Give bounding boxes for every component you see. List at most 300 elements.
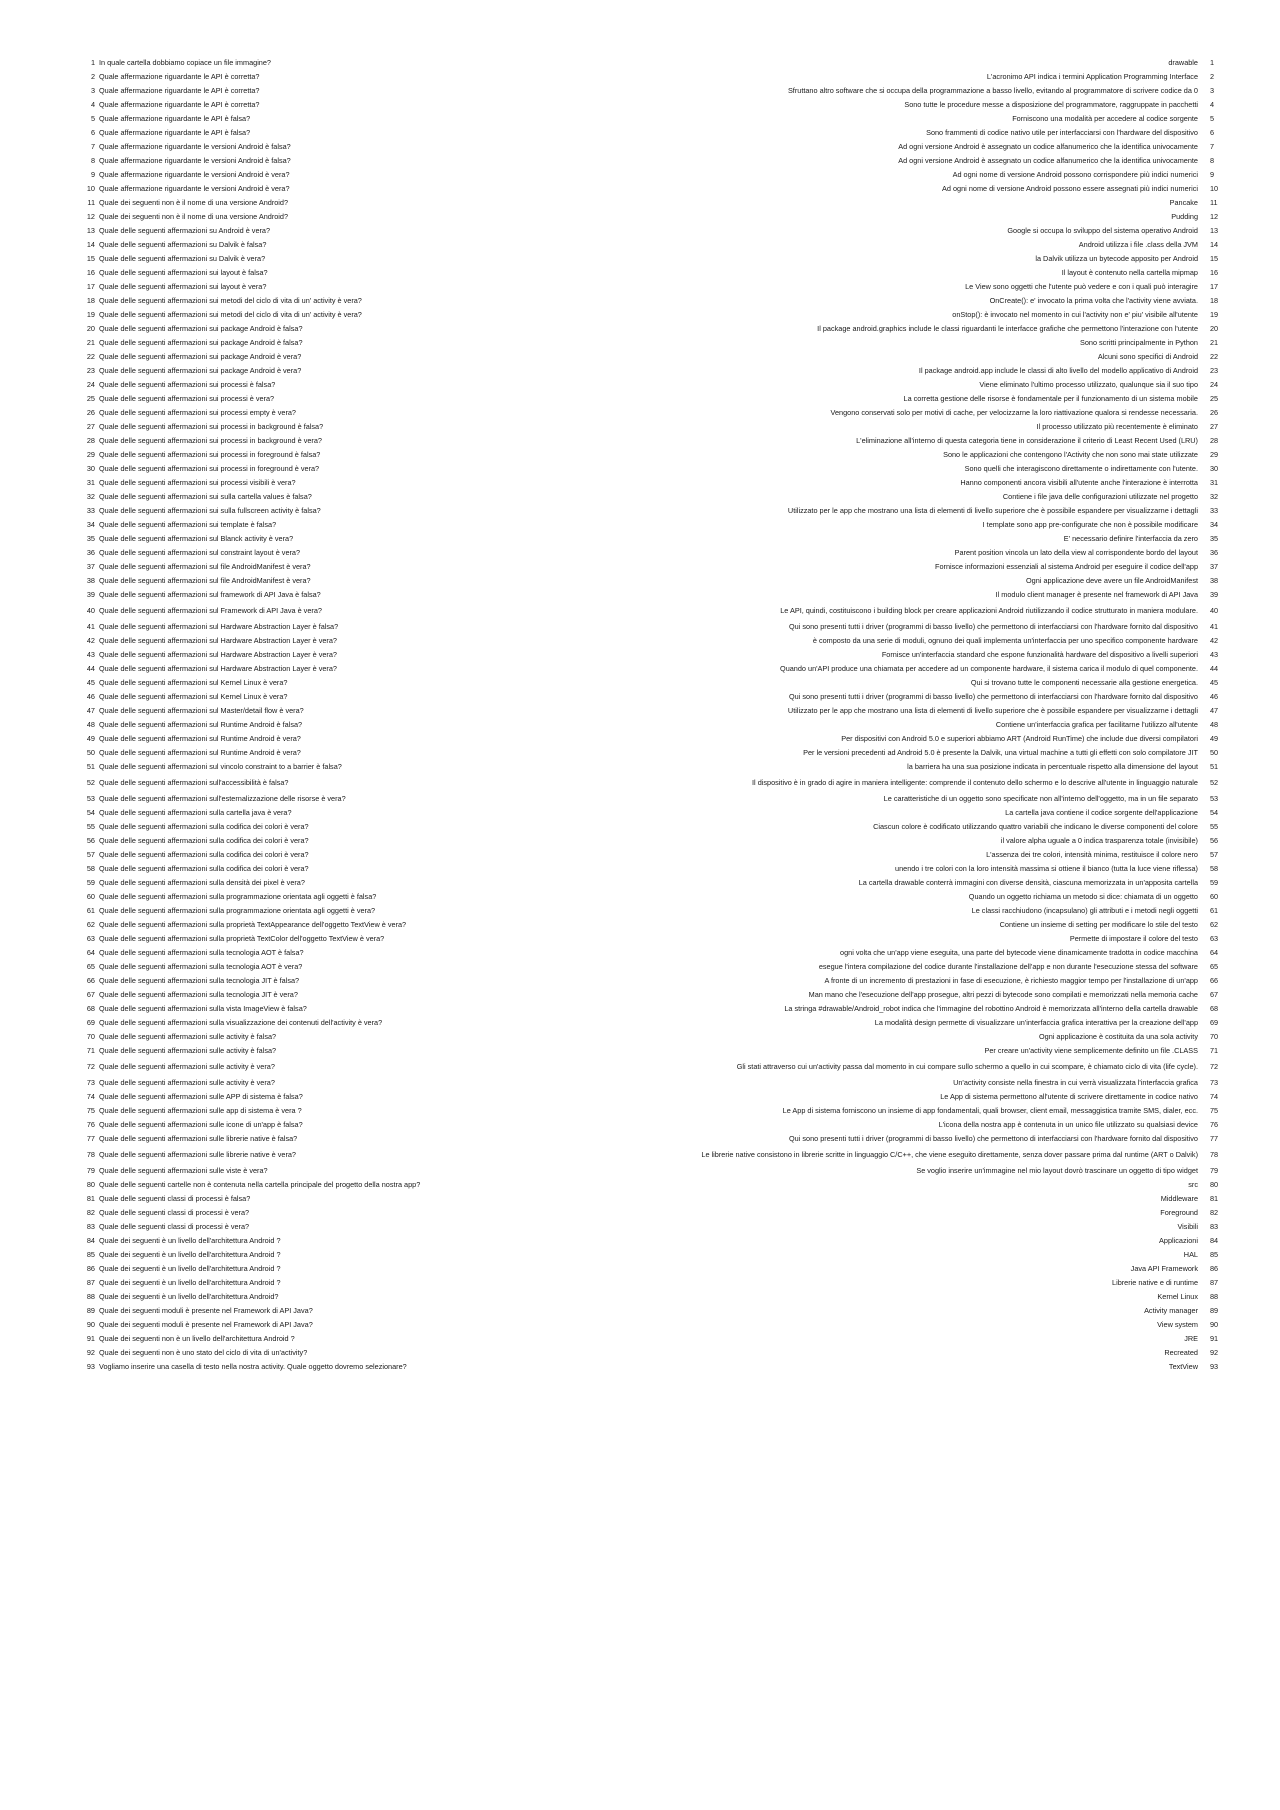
table-row [0,70,1280,84]
table-row [0,322,1280,336]
question-cell: Quale affermazione riguardante le API è corretta? [99,100,260,109]
row-number-left: 11 [87,198,95,207]
answer-cell: La cartella drawable conterrà immagini con diverse densità, ciascuna memorizzata in un'apposita cartella [858,878,1198,887]
question-cell: Quale delle seguenti affermazioni sui package Android è vera? [99,366,302,375]
question-cell: Vogliamo inserire una casella di testo nella nostra activity. Quale oggetto dovremo selezionare? [99,1362,407,1371]
table-row [0,1058,1280,1076]
question-cell: Quale delle seguenti affermazioni sul Blanck activity è vera? [99,534,294,543]
answer-cell: Sono tutte le procedure messe a disposizione del programmatore, raggruppate in pacchetti [904,100,1198,109]
answer-cell: Hanno componenti ancora visibili all'utente anche l'interazione è interrotta [960,478,1198,487]
question-cell: Quale delle seguenti affermazioni sui package Android è falsa? [99,338,303,347]
row-number-left: 57 [86,850,95,859]
question-cell: Quale delle seguenti affermazioni sul file AndroidManifest è vera? [99,576,311,585]
row-number-left: 69 [86,1018,95,1027]
answer-cell: Gli stati attraverso cui un'activity passa dal momento in cui compare sullo schermo a quello in cui scompare, è chiamato ciclo di vita (life cycle). [736,1062,1198,1071]
table-row [0,280,1280,294]
table-row [0,1132,1280,1146]
answer-cell: Kernel Linux [1157,1292,1198,1301]
table-row [0,890,1280,904]
row-number-left: 60 [86,892,95,901]
row-number-left: 87 [86,1278,95,1287]
row-number-right: 67 [1210,990,1219,999]
answer-cell: Utilizzato per le app che mostrano una lista di elementi di livello superiore che è possibile espandere per visualizzarne i dettagli [787,706,1198,715]
table-row [0,546,1280,560]
question-cell: Quale delle seguenti affermazioni sulle icone di un'app è falsa? [99,1120,303,1129]
question-cell: Quale delle seguenti affermazioni sul Master/detail flow è vera? [99,706,304,715]
answer-cell: L'icona della nostra app è contenuta in un unico file utilizzato su qualsiasi device [938,1120,1198,1129]
table-row [0,876,1280,890]
row-number-left: 34 [86,520,95,529]
answer-cell: Le API, quindi, costituiscono i building block per creare applicazioni Android riutilizzando il codice strutturato in maniera modulare. [780,606,1198,615]
answer-cell: Qui si trovano tutte le componenti necessarie alla gestione energetica. [970,678,1198,687]
row-number-left: 7 [90,142,95,151]
row-number-left: 41 [86,622,95,631]
row-number-right: 30 [1210,464,1219,473]
row-number-left: 70 [86,1032,95,1041]
row-number-left: 4 [90,100,95,109]
table-row [0,1146,1280,1164]
row-number-right: 10 [1210,184,1219,193]
answer-cell: Ad ogni versione Android è assegnato un codice alfanumerico che la identifica univocamente [898,156,1198,165]
question-cell: Quale delle seguenti affermazioni sulla proprietà TextAppearance dell'oggetto TextView è vera? [99,920,407,929]
question-cell: Quale delle seguenti affermazioni sull'esternalizzazione delle risorse è vera? [99,794,346,803]
table-row [0,1234,1280,1248]
answer-cell: Pancake [1169,198,1198,207]
table-row [0,364,1280,378]
answer-cell: Qui sono presenti tutti i driver (programmi di basso livello) che permettono di interfacciarsi con l'hardware fornito dal dispositivo [789,622,1198,631]
table-row [0,1104,1280,1118]
table-row [0,1332,1280,1346]
row-number-left: 32 [86,492,95,501]
answer-cell: Il package android.app include le classi di alto livello del modello applicativo di Android [918,366,1198,375]
question-cell: Quale dei seguenti è un livello dell'architettura Android ? [99,1278,281,1287]
question-cell: Quale affermazione riguardante le API è falsa? [99,114,251,123]
row-number-left: 64 [86,948,95,957]
question-cell: Quale delle seguenti affermazioni sulla programmazione orientata agli oggetti è falsa? [99,892,377,901]
answer-cell: Parent position vincola un lato della view al corrispondente bordo del layout [954,548,1198,557]
row-number-left: 72 [86,1062,95,1071]
answer-cell: Le classi racchiudono (incapsulano) gli attributi e i metodi negli oggetti [971,906,1198,915]
table-row [0,732,1280,746]
answer-cell: La corretta gestione delle risorse è fondamentale per il funzionamento di un sistema mobile [903,394,1198,403]
table-row [0,932,1280,946]
question-cell: Quale delle seguenti affermazioni sui metodi del ciclo di vita di un' activity è vera? [99,310,362,319]
row-number-right: 33 [1210,506,1219,515]
row-number-right: 88 [1210,1292,1219,1301]
answer-cell: Google si occupa lo sviluppo del sistema operativo Android [1007,226,1198,235]
table-row [0,806,1280,820]
row-number-right: 75 [1210,1106,1219,1115]
answer-cell: la barriera ha una sua posizione indicata in percentuale rispetto alla dimensione del layout [907,762,1198,771]
table-row [0,1164,1280,1178]
table-row [0,196,1280,210]
row-number-left: 49 [86,734,95,743]
row-number-left: 52 [86,778,95,787]
table-row [0,690,1280,704]
spreadsheet [0,56,1280,1374]
row-number-right: 62 [1210,920,1219,929]
row-number-right: 59 [1210,878,1219,887]
row-number-right: 87 [1210,1278,1219,1287]
row-number-right: 68 [1210,1004,1219,1013]
row-number-left: 92 [86,1348,95,1357]
row-number-left: 36 [86,548,95,557]
question-cell: Quale delle seguenti affermazioni sul Hardware Abstraction Layer è vera? [99,664,337,673]
row-number-right: 39 [1210,590,1219,599]
row-number-right: 3 [1210,86,1215,95]
row-number-left: 20 [86,324,95,333]
row-number-right: 72 [1210,1062,1219,1071]
row-number-right: 82 [1210,1208,1219,1217]
question-cell: In quale cartella dobbiamo copiace un file immagine? [99,58,271,67]
table-row [0,154,1280,168]
table-row [0,126,1280,140]
row-number-right: 15 [1210,254,1219,263]
row-number-left: 89 [86,1306,95,1315]
row-number-right: 38 [1210,576,1219,585]
row-number-right: 23 [1210,366,1219,375]
row-number-left: 56 [86,836,95,845]
row-number-right: 36 [1210,548,1219,557]
table-row [0,1192,1280,1206]
row-number-left: 25 [86,394,95,403]
question-cell: Quale delle seguenti affermazioni sul Kernel Linux è vera? [99,692,288,701]
table-row [0,1002,1280,1016]
answer-cell: unendo i tre colori con la loro intensità massima si ottiene il bianco (tutta la luce viene riflessa) [895,864,1198,873]
question-cell: Quale delle seguenti cartelle non è contenuta nella cartella principale del progetto della nostra app? [99,1180,421,1189]
question-cell: Quale dei seguenti moduli è presente nel Framework di API Java? [99,1320,313,1329]
answer-cell: Alcuni sono specifici di Android [1097,352,1198,361]
table-row [0,974,1280,988]
table-row [0,820,1280,834]
row-number-left: 82 [86,1208,95,1217]
row-number-left: 43 [86,650,95,659]
question-cell: Quale delle seguenti classi di processi è vera? [99,1222,250,1231]
row-number-left: 5 [90,114,95,123]
table-row [0,224,1280,238]
question-cell: Quale delle seguenti affermazioni sui package Android è vera? [99,352,302,361]
question-cell: Quale dei seguenti è un livello dell'architettura Android ? [99,1236,281,1245]
table-row [0,634,1280,648]
question-cell: Quale delle seguenti affermazioni sulla codifica dei colori è vera? [99,836,309,845]
question-cell: Quale delle seguenti affermazioni sul Runtime Android è falsa? [99,720,303,729]
table-row [0,620,1280,634]
row-number-left: 13 [86,226,95,235]
row-number-left: 91 [86,1334,95,1343]
question-cell: Quale delle seguenti affermazioni sui package Android è falsa? [99,324,303,333]
row-number-left: 29 [86,450,95,459]
row-number-right: 6 [1210,128,1215,137]
row-number-right: 54 [1210,808,1219,817]
question-cell: Quale delle seguenti affermazioni sulle viste è vera? [99,1166,268,1175]
question-cell: Quale delle seguenti affermazioni sulle librerie native è vera? [99,1150,296,1159]
question-cell: Quale dei seguenti è un livello dell'architettura Android ? [99,1264,281,1273]
question-cell: Quale affermazione riguardante le API è corretta? [99,72,260,81]
question-cell: Quale dei seguenti è un livello dell'architettura Android? [99,1292,279,1301]
answer-cell: HAL [1183,1250,1198,1259]
row-number-left: 16 [86,268,95,277]
question-cell: Quale delle seguenti affermazioni sui metodi del ciclo di vita di un' activity è vera? [99,296,362,305]
row-number-left: 53 [86,794,95,803]
question-cell: Quale affermazione riguardante le API è corretta? [99,86,260,95]
question-cell: Quale affermazione riguardante le versioni Android è vera? [99,170,290,179]
table-row [0,98,1280,112]
row-number-left: 3 [90,86,95,95]
question-cell: Quale delle seguenti affermazioni sulle librerie native è falsa? [99,1134,298,1143]
answer-cell: Ogni applicazione deve avere un file AndroidManifest [1026,576,1198,585]
row-number-right: 12 [1210,212,1219,221]
answer-cell: Ad ogni versione Android è assegnato un codice alfanumerico che la identifica univocamente [898,142,1198,151]
row-number-right: 60 [1210,892,1219,901]
table-row [0,252,1280,266]
answer-cell: Sfruttano altro software che si occupa della programmazione a basso livello, evitando al programmatore di scrivere codice da 0 [787,86,1198,95]
answer-cell: L'acronimo API indica i termini Application Programming Interface [986,72,1198,81]
question-cell: Quale dei seguenti non è il nome di una versione Android? [99,212,289,221]
row-number-right: 45 [1210,678,1219,687]
row-number-right: 13 [1210,226,1219,235]
table-row [0,378,1280,392]
row-number-right: 81 [1210,1194,1219,1203]
question-cell: Quale delle seguenti affermazioni sul vincolo constraint to a barrier è falsa? [99,762,342,771]
answer-cell: Un'activity consiste nella finestra in cui verrà visualizzata l'interfaccia grafica [953,1078,1198,1087]
row-number-right: 71 [1210,1046,1219,1055]
question-cell: Quale delle seguenti affermazioni sulle app di sistema è vera ? [99,1106,302,1115]
question-cell: Quale delle seguenti affermazioni sulla vista ImageView è falsa? [99,1004,307,1013]
row-number-left: 44 [86,664,95,673]
question-cell: Quale delle seguenti affermazioni sui processi è vera? [99,394,275,403]
row-number-left: 22 [86,352,95,361]
row-number-right: 26 [1210,408,1219,417]
answer-cell: Middleware [1160,1194,1198,1203]
question-cell: Quale delle seguenti affermazioni sulla tecnologia AOT è vera? [99,962,303,971]
row-number-right: 7 [1210,142,1215,151]
answer-cell: Vengono conservati solo per motivi di cache, per velocizzarne la loro riattivazione qualora si rendesse necessaria. [830,408,1198,417]
answer-cell: Librerie native e di runtime [1112,1278,1198,1287]
row-number-left: 2 [90,72,95,81]
table-row [0,760,1280,774]
table-row [0,988,1280,1002]
answer-cell: la Dalvik utilizza un bytecode apposito per Android [1035,254,1198,263]
row-number-right: 1 [1210,58,1215,67]
row-number-right: 27 [1210,422,1219,431]
row-number-left: 80 [86,1180,95,1189]
table-row [0,1076,1280,1090]
question-cell: Quale delle seguenti affermazioni sulla programmazione orientata agli oggetti è vera? [99,906,376,915]
row-number-left: 83 [86,1222,95,1231]
row-number-right: 17 [1210,282,1219,291]
question-cell: Quale dei seguenti non è uno stato del ciclo di vita di un'activity? [99,1348,308,1357]
question-cell: Quale dei seguenti moduli è presente nel Framework di API Java? [99,1306,313,1315]
row-number-left: 73 [86,1078,95,1087]
question-cell: Quale delle seguenti affermazioni sul framework di API Java è falsa? [99,590,321,599]
answer-cell: TextView [1168,1362,1198,1371]
row-number-left: 19 [86,310,95,319]
answer-cell: La stringa #drawable/Android_robot indica che l'immagine del robottino Android è memorizzata all'interno della cartella drawable [784,1004,1198,1013]
table-row [0,1016,1280,1030]
question-cell: Quale affermazione riguardante le versioni Android è falsa? [99,142,291,151]
answer-cell: Il package android.graphics include le classi riguardanti le interfacce grafiche che permettono l'interazione con l'utente [817,324,1198,333]
row-number-left: 86 [86,1264,95,1273]
row-number-right: 40 [1210,606,1219,615]
row-number-left: 42 [86,636,95,645]
row-number-right: 47 [1210,706,1219,715]
question-cell: Quale delle seguenti affermazioni sui layout è falsa? [99,268,268,277]
row-number-left: 61 [86,906,95,915]
row-number-left: 30 [86,464,95,473]
table-row [0,1276,1280,1290]
row-number-left: 71 [86,1046,95,1055]
question-cell: Quale delle seguenti affermazioni sulla densità dei pixel è vera? [99,878,305,887]
row-number-right: 92 [1210,1348,1219,1357]
question-cell: Quale delle seguenti affermazioni sul Runtime Android è vera? [99,734,301,743]
row-number-right: 22 [1210,352,1219,361]
answer-cell: Quando un oggetto richiama un metodo si dice: chiamata di un oggetto [968,892,1198,901]
table-row [0,1360,1280,1374]
row-number-left: 62 [86,920,95,929]
table-row [0,350,1280,364]
row-number-left: 15 [86,254,95,263]
question-cell: Quale delle seguenti affermazioni sulle activity è falsa? [99,1032,277,1041]
row-number-left: 78 [86,1150,95,1159]
answer-cell: Le App di sistema forniscono un insieme di app fondamentali, quali browser, client email, messaggistica tramite SMS, dialer, ecc. [782,1106,1198,1115]
row-number-right: 25 [1210,394,1219,403]
row-number-right: 43 [1210,650,1219,659]
answer-cell: Il processo utilizzato più recentemente è eliminato [1036,422,1198,431]
row-number-right: 69 [1210,1018,1219,1027]
answer-cell: Visibili [1177,1222,1198,1231]
answer-cell: I template sono app pre-configurate che non è possibile modificare [982,520,1198,529]
row-number-right: 65 [1210,962,1219,971]
table-row [0,960,1280,974]
row-number-left: 37 [86,562,95,571]
question-cell: Quale delle seguenti affermazioni sui processi in foreground è vera? [99,464,320,473]
table-row [0,1178,1280,1192]
table-row [0,1290,1280,1304]
row-number-right: 44 [1210,664,1219,673]
row-number-left: 10 [86,184,95,193]
row-number-right: 41 [1210,622,1219,631]
row-number-left: 31 [86,478,95,487]
answer-cell: Contiene un'interfaccia grafica per facilitarne l'utilizzo all'utente [995,720,1198,729]
row-number-right: 86 [1210,1264,1219,1273]
row-number-right: 83 [1210,1222,1219,1231]
table-row [0,1304,1280,1318]
answer-cell: Le librerie native consistono in librerie scritte in linguaggio C/C++, che viene eseguito direttamente, senza dover passare prima dal runtime (ART o Dalvik) [701,1150,1198,1159]
row-number-right: 21 [1210,338,1219,347]
table-row [0,1206,1280,1220]
row-number-left: 26 [86,408,95,417]
question-cell: Quale delle seguenti affermazioni sul Hardware Abstraction Layer è vera? [99,650,337,659]
row-number-left: 12 [86,212,95,221]
answer-cell: Man mano che l'esecuzione dell'app prosegue, altri pezzi di bytecode sono compilati e memorizzati nella memoria cache [808,990,1198,999]
question-cell: Quale delle seguenti affermazioni sul Framework di API Java è vera? [99,606,322,615]
row-number-right: 16 [1210,268,1219,277]
row-number-left: 9 [90,170,95,179]
table-row [0,792,1280,806]
row-number-right: 49 [1210,734,1219,743]
question-cell: Quale delle seguenti affermazioni sui layout è vera? [99,282,267,291]
answer-cell: Il modulo client manager è presente nel framework di API Java [995,590,1198,599]
row-number-left: 77 [86,1134,95,1143]
question-cell: Quale dei seguenti non è il nome di una versione Android? [99,198,289,207]
row-number-left: 35 [86,534,95,543]
question-cell: Quale delle seguenti affermazioni sul Runtime Android è vera? [99,748,301,757]
answer-cell: Sono le applicazioni che contengono l'Activity che non sono mai state utilizzate [943,450,1198,459]
answer-cell: Se voglio inserire un'immagine nel mio layout dovrò trascinare un oggetto di tipo widget [916,1166,1198,1175]
row-number-left: 63 [86,934,95,943]
table-row [0,1220,1280,1234]
row-number-left: 17 [86,282,95,291]
row-number-right: 11 [1210,198,1218,207]
row-number-right: 56 [1210,836,1219,845]
row-number-left: 55 [86,822,95,831]
row-number-left: 24 [86,380,95,389]
answer-cell: Ad ogni nome di versione Android possono corrispondere più indici numerici [952,170,1198,179]
table-row [0,1248,1280,1262]
row-number-right: 78 [1210,1150,1219,1159]
answer-cell: onStop(): è invocato nel momento in cui l'activity non e' piu' visibile all'utente [952,310,1198,319]
table-row [0,862,1280,876]
answer-cell: Applicazioni [1159,1236,1198,1245]
answer-cell: Sono frammenti di codice nativo utile per interfacciarsi con l'hardware del dispositivo [926,128,1198,137]
answer-cell: OnCreate(): e' invocato la prima volta che l'activity viene avviata. [989,296,1198,305]
table-row [0,406,1280,420]
answer-cell: il valore alpha uguale a 0 indica trasparenza totale (invisibile) [1000,836,1198,845]
row-number-left: 68 [86,1004,95,1013]
question-cell: Quale delle seguenti affermazioni sulla tecnologia JIT è falsa? [99,976,300,985]
row-number-left: 28 [86,436,95,445]
table-row [0,946,1280,960]
table-row [0,904,1280,918]
answer-cell: L'eliminazione all'interno di questa categoria tiene in considerazione il criterio di Least Recent Used (LRU) [856,436,1198,445]
answer-cell: Ogni applicazione è costituita da una sola activity [1038,1032,1198,1041]
question-cell: Quale delle seguenti affermazioni sul Hardware Abstraction Layer è falsa? [99,622,339,631]
question-cell: Quale delle seguenti affermazioni sulle activity è falsa? [99,1046,277,1055]
table-row [0,476,1280,490]
row-number-right: 80 [1210,1180,1219,1189]
row-number-right: 53 [1210,794,1219,803]
question-cell: Quale delle seguenti affermazioni sul file AndroidManifest è vera? [99,562,311,571]
row-number-left: 79 [86,1166,95,1175]
row-number-left: 88 [86,1292,95,1301]
row-number-left: 93 [86,1362,95,1371]
answer-cell: Per le versioni precedenti ad Android 5.0 è presente la Dalvik, una virtual machine a tutti gli effetti con solo compilatore JIT [803,748,1198,757]
answer-cell: Le caratteristiche di un oggetto sono specificate non all'interno dell'oggetto, ma in un file separato [883,794,1198,803]
table-row [0,602,1280,620]
answer-cell: Sono scritti principalmente in Python [1079,338,1198,347]
row-number-left: 46 [86,692,95,701]
row-number-left: 47 [86,706,95,715]
table-row [0,308,1280,322]
table-row [0,434,1280,448]
question-cell: Quale delle seguenti affermazioni sui sulla fullscreen activity è falsa? [99,506,321,515]
answer-cell: L'assenza dei tre colori, intensità minima, restituisce il colore nero [986,850,1198,859]
table-row [0,462,1280,476]
row-number-right: 28 [1210,436,1219,445]
table-row [0,532,1280,546]
answer-cell: Sono quelli che interagiscono direttamente o indirettamente con l'utente. [964,464,1198,473]
answer-cell: Quando un'API produce una chiamata per accedere ad un componente hardware, il sistema carica il modulo di quel componente. [780,664,1198,673]
question-cell: Quale delle seguenti affermazioni sulla tecnologia JIT è vera? [99,990,298,999]
answer-cell: Activity manager [1144,1306,1198,1315]
answer-cell: Permette di impostare il colore del testo [1069,934,1198,943]
table-row [0,1318,1280,1332]
row-number-right: 55 [1210,822,1219,831]
row-number-left: 18 [86,296,95,305]
answer-cell: Ciascun colore è codificato utilizzando quattro variabili che indicano le diverse componenti del colore [873,822,1198,831]
table-row [0,676,1280,690]
row-number-left: 1 [90,58,95,67]
